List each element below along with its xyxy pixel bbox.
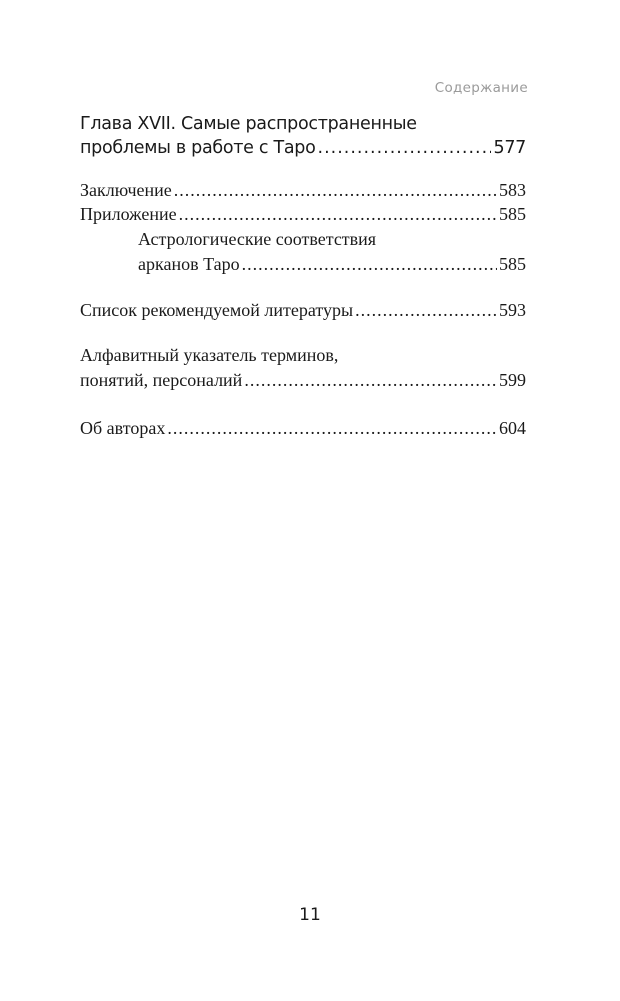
dot-leader: [318, 138, 492, 158]
dot-leader: [179, 204, 497, 225]
running-header: Содержание: [434, 80, 528, 96]
entry-title: Об авторах: [80, 418, 166, 438]
entry-title: Астрологические соответствия: [138, 229, 377, 249]
entry-title: Глава XVII. Самые распространенные: [80, 114, 417, 134]
entry-title: Заключение: [80, 180, 172, 200]
dot-leader: [167, 418, 497, 439]
toc-entry-astro[interactable]: [138, 254, 526, 278]
entry-page: 585: [499, 254, 526, 274]
toc-entry-conclusion[interactable]: [80, 180, 526, 204]
toc-entry-index-line1: [80, 345, 526, 369]
entry-title: Алфавитный указатель терминов,: [80, 345, 339, 365]
entry-page: 585: [499, 204, 526, 224]
toc-entry-appendix[interactable]: [80, 204, 526, 228]
entry-page: 604: [499, 418, 526, 438]
entry-title: понятий, персоналий: [80, 370, 243, 390]
toc-entry-chapter-17[interactable]: [80, 138, 526, 162]
entry-page: 577: [493, 138, 526, 158]
toc-entry-index[interactable]: [80, 370, 526, 394]
toc-entry-astro-line1: [138, 229, 526, 253]
entry-page: 583: [499, 180, 526, 200]
entry-page: 593: [499, 300, 526, 320]
toc-entry-chapter-17-line1: [80, 114, 526, 138]
dot-leader: [355, 300, 497, 321]
toc-entry-authors[interactable]: [80, 418, 526, 442]
dot-leader: [244, 370, 497, 391]
entry-title: Приложение: [80, 204, 177, 224]
page-number: 11: [299, 905, 321, 925]
toc-entry-bibliography[interactable]: [80, 300, 526, 324]
entry-title: проблемы в работе с Таро: [80, 138, 316, 158]
entry-title: арканов Таро: [138, 254, 240, 274]
entry-title: Список рекомендуемой литературы: [80, 300, 354, 320]
dot-leader: [174, 180, 497, 201]
dot-leader: [242, 254, 497, 275]
entry-page: 599: [499, 370, 526, 390]
